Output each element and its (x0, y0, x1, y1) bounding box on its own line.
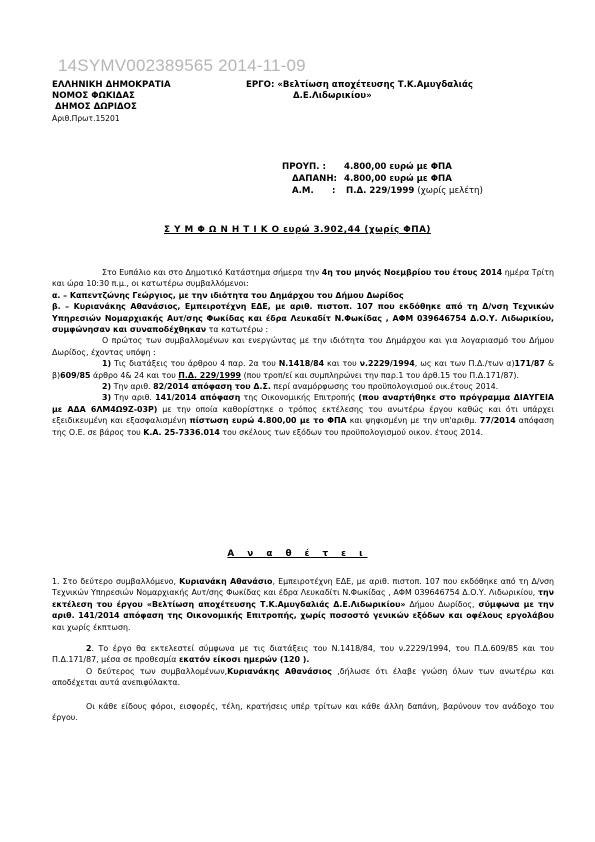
party-b-end: τα κατωτέρω : (206, 325, 269, 335)
consideration-1 (52, 358, 554, 381)
item-text: Την αριθ. (111, 393, 156, 403)
issuer-country: ΕΛΛΗΝΙΚΗ ΔΗΜΟΚΡΑΤΙΑ (52, 80, 171, 90)
item-text: & β) (52, 359, 554, 380)
contractor-name: Κυριανάκη Αθανάσιο (179, 577, 273, 586)
protocol-number: Αριθ.Πρωτ.15201 (52, 114, 120, 123)
acceptance-text: Ο δεύτερος των συμβαλλομένων, (86, 666, 228, 676)
item-text: με την οποία καθορίστηκε ο τρόπος εκτέλεσης του ανωτέρω έργου καθώς και ότι υπάρχει εξειδικευμένη και εξασφαλισμένη (52, 404, 554, 426)
party-b (52, 301, 554, 335)
law-ref: Ν.1418/84 (278, 359, 325, 369)
expense-label: ΔΑΠΑΝΗ: (292, 174, 337, 184)
intro-text: Στο Ευπάλιο και στο Δημοτικό Κατάστημα σήμερα την (102, 268, 322, 277)
budget-label: ΠΡΟΥΠ. : (282, 162, 326, 172)
law-ref: ν.2229/1994 (359, 359, 415, 369)
am-row (282, 185, 483, 197)
acceptance-text: ,δήλωσε ότι έλαβε γνώση όλων των ανωτέρω και αποδέχεται αυτά ανεπιφύλακτα. (52, 666, 555, 688)
assignment-text: και χωρίς έκπτωση. (52, 622, 131, 632)
law-ref: Π.Δ. 229/1999 (178, 370, 242, 380)
contractor-name: Κυριανάκης Αθανάσιος (227, 666, 332, 676)
law-ref: 171/87 (514, 359, 545, 369)
item-text: περί αναμόρφωσης του προϋπολογισμού οικ.έτους 2014. (270, 382, 499, 392)
contract-body (52, 267, 554, 438)
acceptance-paragraph (52, 666, 554, 689)
consideration-3 (52, 392, 554, 438)
item-text: απόφαση της Ο.Ε. σε βάρος του (52, 416, 554, 437)
project-header (246, 80, 473, 102)
assignment-text: , Εμπειροτέχνη ΕΔΕ, με αριθ. πιστοπ. 107 που εκδόθηκε από τη Δ/νση Τεχνικών Υπηρεσιών Νομαρχιακής Αυτ/σης Φωκίδας και έδρα Λευκαδίτι Ν.Φωκίδας , ΑΦΜ 039646754 Δ.Ο.Υ. Λιδωρικίου, (52, 577, 555, 598)
party-b-details: β. – Κυριανάκης Αθανάσιος, Εμπειροτέχνη ΕΔΕ, με αριθ. πιστοπ. 107 που εκδόθηκε από τη Δ/νση Τεχνικών Υπηρεσιών Νομαρχιακής Αυτ/σης Φωκίδας και έδρα Λευκαδίτ Ν.Φωκίδας , ΑΦΜ 039646754 Δ.Ο.Υ. Λιδωρικίου, συμφώνησαν και συναποδέχθηκαν (52, 302, 554, 335)
paragraph-number: 2 (86, 644, 92, 654)
item-text: (που τροπ/εί και συμπληρώνει την παρ.1 του άρθ.15 του Π.Δ.171/87). (241, 370, 520, 380)
issuer-municipality: ΔΗΜΟΣ ΔΩΡΙΔΟΣ (55, 102, 137, 112)
expense-row (282, 173, 483, 185)
deadline: εκατόν είκοσι ημερών (120 ). (178, 655, 310, 665)
assignment-text: Δήμου Δωρίδος, (405, 599, 479, 609)
assignment-text: 1. Στο δεύτερο συμβαλλόμενο, (52, 577, 180, 586)
budget-block (282, 161, 483, 197)
project-title-line2: Δ.Ε.Λιδωρικίου» (293, 91, 372, 101)
intro-paragraph (52, 267, 554, 290)
item-text: και του (324, 359, 360, 369)
item-number: 3) (102, 393, 112, 403)
credit-amount: πίστωση ευρώ 4.800,00 με το ΦΠΑ (189, 416, 347, 426)
assignment-body (52, 576, 554, 723)
am-colon: : (332, 186, 336, 196)
project-title-line1: ΕΡΓΟ: «Βελτίωση αποχέτευσης Τ.Κ.Αμυγδαλιάς (246, 80, 473, 90)
item-text: Τις διατάξεις του άρθρου 4 παρ. 2α του (111, 359, 279, 369)
party-a: α. – Καπεντζώνης Γεώργιος, με την ιδιότητα του Δημάρχου του Δήμου Δωρίδος (52, 290, 404, 300)
assignment-terms: σύμφωνα με την αριθ. 141/2014 απόφαση της Οικονομικής Επιτροπής, χωρίς ποσοστό γενικών εξόδων και οφέλους εργολάβου (52, 599, 554, 621)
consideration-2 (52, 381, 554, 392)
item-text: άρθρο 4& 24 και του (90, 370, 179, 380)
item-number: 1) (102, 359, 112, 369)
assignment-heading: Α ν α θ έ τ ε ι (227, 549, 368, 559)
taxes-paragraph: Οι κάθε είδους φόροι, εισφορές, τέλη, κρατήσεις υπέρ τρίτων και κάθε άλλη δαπάνη, βαρύνουν τον ανάδοχο του έργου. (52, 701, 554, 723)
contract-title: Σ Υ Μ Φ Ω Ν Η Τ Ι Κ Ο ευρώ 3.902,44 (χωρίς ΦΠΑ) (164, 225, 431, 235)
assignment-text: . Το έργο θα εκτελεστεί σύμφωνα με τις διατάξεις του Ν.1418/84, του ν.2229/1994, του Π.Δ.609/85 και του Π.Δ.171/87, μέσα σε προθεσμία (52, 644, 554, 665)
expense-value: 4.800,00 ευρώ με ΦΠΑ (344, 174, 452, 184)
project-execution: την εκτέλεση του έργου «Βελτίωση αποχέτευσης Τ.Κ.Αμυγδαλιάς Δ.Ε.Λιδωρικίου» (52, 588, 554, 609)
item-text: , ως και των Π.Δ./των α) (414, 359, 515, 369)
considerations-intro: Ο πρώτος των συμβαλλομένων και ενεργώντας με την ιδιότητα του Δημάρχου και για λογαριασμό του Δήμου Δωρίδος, έχοντας υπόψη : (52, 336, 554, 357)
item-text: της Οικονομικής Επιτροπής (240, 393, 359, 403)
document-watermark: 14SYMV002389565 2014-11-09 (58, 56, 306, 75)
am-value: Π.Δ. 229/1999 (346, 186, 415, 196)
item-text: Την αριθ. (111, 382, 154, 392)
budget-value: 4.800,00 ευρώ με ΦΠΑ (344, 162, 452, 172)
item-number: 2) (102, 382, 112, 392)
budget-code: Κ.Α. 25-7336.014 (143, 427, 220, 437)
intro-text-end: ημέρα Τρίτη και ώρα 10:30 π.μ., οι κατωτέρω συμβαλλόμενοι: (52, 268, 554, 289)
decision-ref: 77/2014 (479, 416, 516, 426)
issuer-header (52, 80, 171, 124)
assignment-paragraph-1 (52, 576, 554, 633)
intro-date: 4η του μηνός Νοεμβρίου του έτους 2014 (321, 268, 503, 277)
item-text: του σκέλους των εξόδων του προϋπολογισμού οικον. έτους 2014. (219, 427, 483, 437)
law-ref: 609/85 (60, 370, 91, 380)
diavgeia-ref: (που αναρτήθηκε στο πρόγραμμα ΔΙΑΥΓΕΙΑ με ΑΔΑ 6ΛΜ4Ω9Ζ-03Ρ) (52, 393, 554, 414)
am-note: (χωρίς μελέτη) (417, 186, 483, 196)
decision-ref: 141/2014 απόφαση (155, 393, 241, 403)
assignment-paragraph-2 (52, 643, 554, 666)
am-label: Α.Μ. (292, 186, 314, 196)
issuer-prefecture: ΝΟΜΟΣ ΦΩΚΙΔΑΣ (52, 91, 135, 101)
decision-ref: 82/2014 απόφαση του Δ.Σ. (153, 382, 271, 392)
budget-row (282, 161, 483, 173)
item-text: και ψηφισμένη με την υπ'αριθμ. (346, 416, 480, 426)
